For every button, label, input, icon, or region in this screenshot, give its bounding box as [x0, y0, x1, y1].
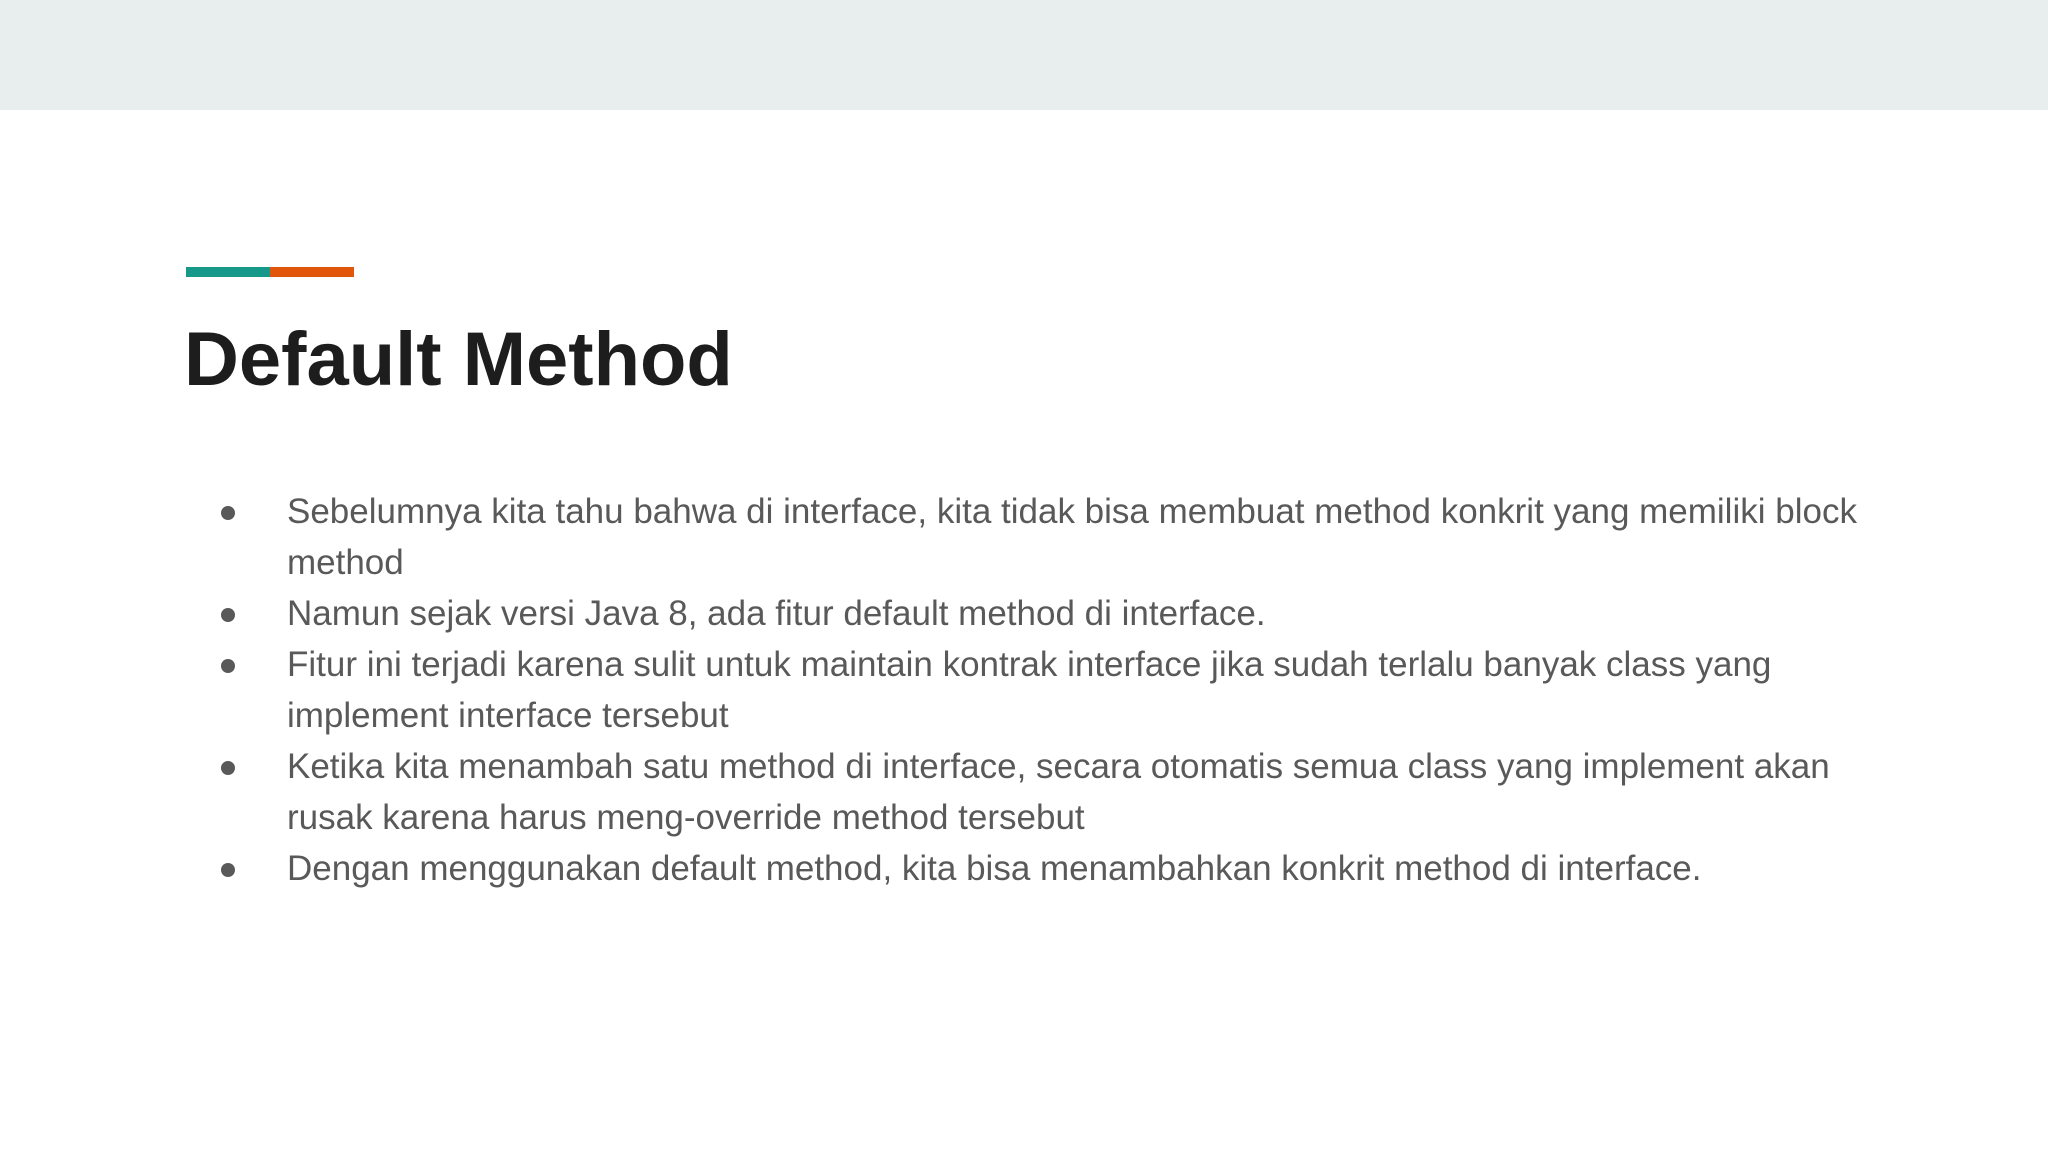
bullet-list — [186, 486, 1886, 894]
accent-segment-orange — [270, 267, 354, 277]
bullet-dot-icon — [221, 863, 235, 877]
bullet-text: Namun sejak versi Java 8, ada fitur default method di interface. — [287, 594, 1266, 633]
title-accent-bar — [186, 267, 354, 277]
bullet-item — [186, 639, 1886, 741]
bullet-item — [186, 588, 1886, 639]
bullet-text: Fitur ini terjadi karena sulit untuk maintain kontrak interface jika sudah terlalu banyak class yang implement interface tersebut — [287, 645, 1772, 735]
bullet-dot-icon — [221, 608, 235, 622]
bullet-dot-icon — [221, 761, 235, 775]
bullet-text: Ketika kita menambah satu method di interface, secara otomatis semua class yang implement akan rusak karena harus meng-override method tersebut — [287, 747, 1830, 837]
bullet-text: Sebelumnya kita tahu bahwa di interface, kita tidak bisa membuat method konkrit yang memiliki block method — [287, 492, 1857, 582]
accent-segment-teal — [186, 267, 270, 277]
bullet-dot-icon — [221, 506, 235, 520]
bullet-text: Dengan menggunakan default method, kita bisa menambahkan konkrit method di interface. — [287, 849, 1702, 888]
header-band — [0, 0, 2048, 110]
bullet-dot-icon — [221, 659, 235, 673]
bullet-item — [186, 741, 1886, 843]
bullet-item — [186, 843, 1886, 894]
bullet-item — [186, 486, 1886, 588]
slide-title: Default Method — [184, 317, 733, 402]
